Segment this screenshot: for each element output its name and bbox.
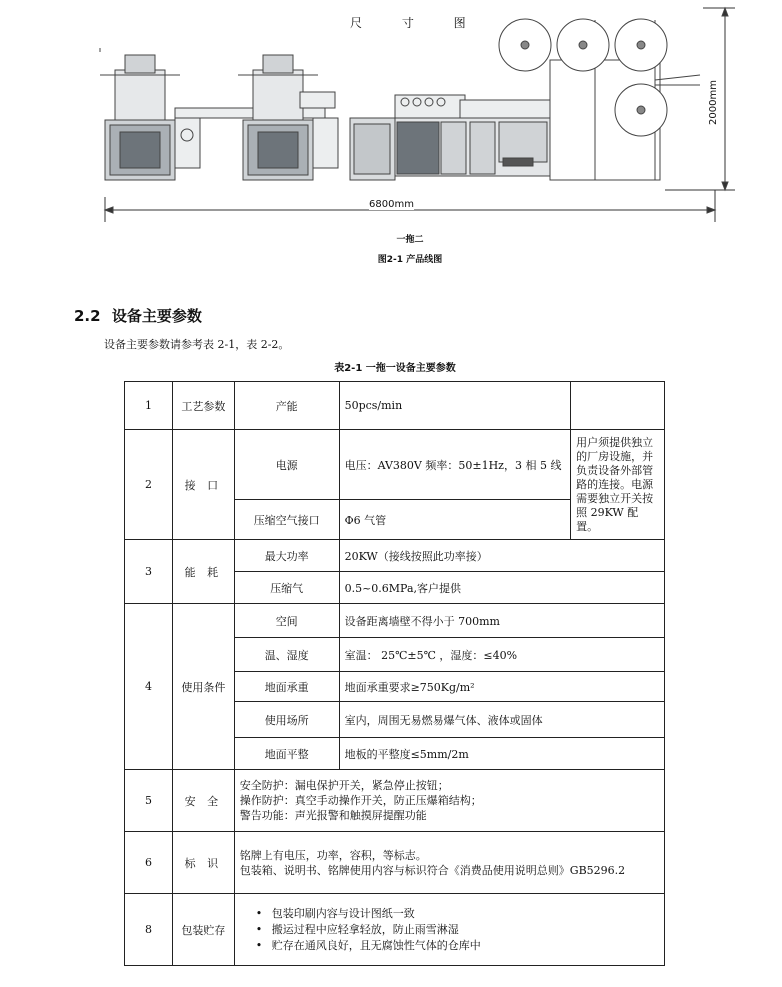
param-value: 20KW（接线按照此功率接） (339, 540, 664, 572)
safety-lines (234, 770, 664, 832)
row-number: 1 (125, 382, 173, 430)
param-name: 使用场所 (234, 702, 339, 738)
row-number: 3 (125, 540, 173, 604)
param-value: Φ6 气管 (339, 500, 571, 540)
section-intro: 设备主要参数请参考表 2-1，表 2-2。 (104, 338, 290, 351)
figure-subcaption: 一拖二 (396, 235, 424, 245)
table-row (125, 604, 665, 638)
storage-bullets (234, 894, 664, 966)
param-name: 产能 (234, 382, 339, 430)
row-category: 标 识 (172, 832, 234, 894)
bullet-item: • 搬运过程中应轻拿轻放，防止雨雪淋湿 (256, 922, 659, 938)
row-number: 4 (125, 604, 173, 770)
row-number: 6 (125, 832, 173, 894)
bullet-item: • 包装印刷内容与设计图纸一致 (256, 906, 659, 922)
param-name: 地面平整 (234, 738, 339, 770)
row-number: 8 (125, 894, 173, 966)
figure-title: 尺 寸 图 (350, 16, 484, 30)
param-value: 设备距离墙壁不得小于 700mm (339, 604, 664, 638)
param-value: 电压：AV380V 频率：50±1Hz，3 相 5 线 (339, 430, 571, 500)
table-row (125, 832, 665, 894)
section-title: 设备主要参数 (111, 307, 202, 325)
text-line: 安全防护：漏电保护开关，紧急停止按钮； (239, 779, 449, 792)
text-line: 包装箱、说明书、铭牌使用内容与标识符合《消费品使用说明总则》GB5296.2 (239, 863, 626, 877)
param-value: 50pcs/min (339, 382, 571, 430)
row-category: 安 全 (172, 770, 234, 832)
param-name: 压缩气 (234, 572, 339, 604)
table-row (125, 382, 665, 430)
param-name: 最大功率 (234, 540, 339, 572)
param-name: 温、湿度 (234, 638, 339, 672)
table-row (125, 430, 665, 500)
text-line: 铭牌上有电压，功率，容积，等标志。 (239, 848, 427, 862)
table-caption: 表2-1 一拖一设备主要参数 (334, 363, 456, 374)
param-value: 地面承重要求≥750Kg/m² (339, 672, 664, 702)
text-line: 操作防护：真空手动操作开关，防正压爆箱结构； (239, 794, 482, 807)
row-category: 接 口 (172, 430, 234, 540)
spec-table (124, 381, 665, 966)
table-row (125, 770, 665, 832)
param-name: 压缩空气接口 (234, 500, 339, 540)
row-number: 5 (125, 770, 173, 832)
param-name: 电源 (234, 430, 339, 500)
table-row (125, 894, 665, 966)
section-heading (74, 305, 202, 326)
row-category: 使用条件 (172, 604, 234, 770)
param-name: 空间 (234, 604, 339, 638)
production-line-drawing (95, 0, 745, 232)
figure-caption: 图2-1 产品线图 (377, 255, 443, 265)
param-value: 室内，周围无易燃易爆气体、液体或固体 (339, 702, 664, 738)
row-category: 能 耗 (172, 540, 234, 604)
param-name: 地面承重 (234, 672, 339, 702)
label-lines (234, 832, 664, 894)
height-dimension-label: 2000mm (708, 80, 719, 125)
row-number: 2 (125, 430, 173, 540)
bullet-item: • 贮存在通风良好，且无腐蚀性气体的仓库中 (256, 938, 659, 954)
row-category: 工艺参数 (172, 382, 234, 430)
width-dimension-label: 6800mm (369, 199, 414, 210)
facility-note: 用户须提供独立的厂房设施，并负责设备外部管路的连接。电源需要独立开关按照 29KW 配置。 (571, 430, 665, 540)
section-number: 2.2 (74, 307, 101, 325)
row-category: 包装贮存 (172, 894, 234, 966)
param-value: 地板的平整度≤5mm/2m (339, 738, 664, 770)
table-row (125, 540, 665, 572)
param-value: 室温： 25℃±5℃ ，湿度：≤40% (339, 638, 664, 672)
blank-cell (571, 382, 665, 430)
text-line: 警告功能：声光报警和触摸屏提醒功能 (239, 809, 427, 822)
param-value: 0.5~0.6MPa,客户提供 (339, 572, 664, 604)
